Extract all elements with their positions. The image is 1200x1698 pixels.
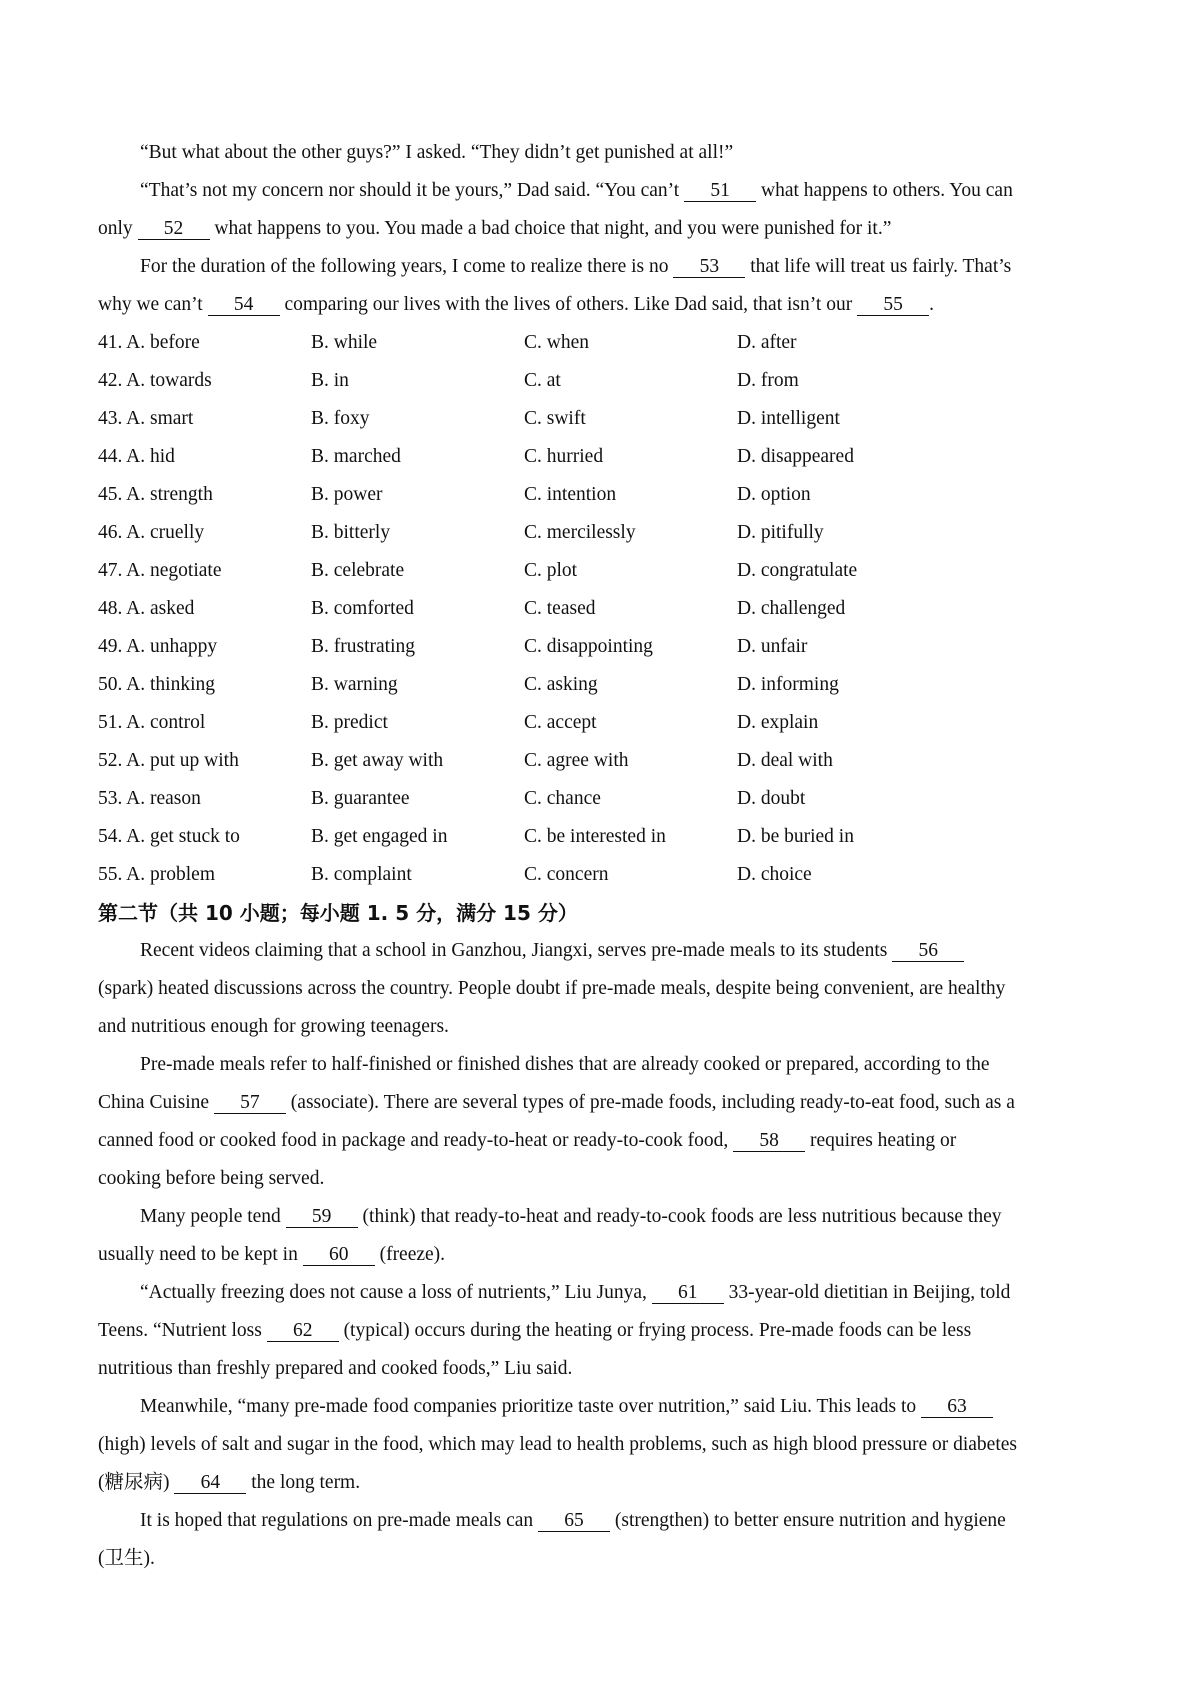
option-a[interactable]: 41. A. before xyxy=(98,332,200,353)
blank-51[interactable]: 51 xyxy=(684,181,756,202)
option-b[interactable]: B. predict xyxy=(311,712,388,733)
option-a[interactable]: 44. A. hid xyxy=(98,446,175,467)
passage-paragraph xyxy=(98,172,1114,210)
passage-text: “That’s not my concern nor should it be yours,” Dad said. “You can’t xyxy=(140,180,685,201)
passage-paragraph xyxy=(98,134,1114,172)
section-heading: 第二节（共 10 小题；每小题 1. 5 分，满分 15 分） xyxy=(98,901,578,925)
option-b[interactable]: B. frustrating xyxy=(311,636,415,657)
passage-paragraph xyxy=(98,1198,1114,1236)
passage-text: It is hoped that regulations on pre-made meals can xyxy=(140,1510,538,1531)
option-b[interactable]: B. while xyxy=(311,332,378,353)
passage-text: why we can’t xyxy=(98,294,208,315)
passage-text: what happens to others. You can xyxy=(756,180,1013,201)
passage-text: (糖尿病) xyxy=(98,1472,175,1493)
option-c[interactable]: C. mercilessly xyxy=(524,522,636,543)
option-c[interactable]: C. chance xyxy=(524,788,601,809)
option-a[interactable]: 52. A. put up with xyxy=(98,750,239,771)
option-a[interactable]: 53. A. reason xyxy=(98,788,201,809)
option-c[interactable]: C. intention xyxy=(524,484,617,505)
option-b[interactable]: B. power xyxy=(311,484,383,505)
passage-text: nutritious than freshly prepared and cooked foods,” Liu said. xyxy=(98,1358,573,1379)
option-a[interactable]: 49. A. unhappy xyxy=(98,636,218,657)
option-d[interactable]: D. pitifully xyxy=(737,522,824,543)
passage-text: only xyxy=(98,218,138,239)
passage-text: For the duration of the following years, I come to realize there is no xyxy=(140,256,674,277)
option-row xyxy=(98,704,1114,742)
option-row xyxy=(98,514,1114,552)
exam-page xyxy=(98,134,1114,1578)
passage-text: the long term. xyxy=(246,1472,361,1493)
passage-line xyxy=(98,1426,1114,1464)
blank-57[interactable]: 57 xyxy=(214,1093,286,1114)
option-row xyxy=(98,324,1114,362)
passage-text: “But what about the other guys?” I asked. “They didn’t get punished at all!” xyxy=(140,142,734,163)
option-d[interactable]: D. choice xyxy=(737,864,812,885)
passage-text: (typical) occurs during the heating or frying process. Pre-made foods can be less xyxy=(338,1320,972,1341)
option-row xyxy=(98,666,1114,704)
option-c[interactable]: C. plot xyxy=(524,560,578,581)
option-b[interactable]: B. get engaged in xyxy=(311,826,448,847)
passage-text: China Cuisine xyxy=(98,1092,214,1113)
blank-63[interactable]: 63 xyxy=(921,1397,993,1418)
option-d[interactable]: D. deal with xyxy=(737,750,833,771)
option-b[interactable]: B. get away with xyxy=(311,750,444,771)
passage-text: usually need to be kept in xyxy=(98,1244,303,1265)
passage-line xyxy=(98,1540,1114,1578)
passage-text: requires heating or xyxy=(805,1130,957,1151)
blank-55[interactable]: 55 xyxy=(857,295,929,316)
blank-61[interactable]: 61 xyxy=(652,1283,724,1304)
option-c[interactable]: C. hurried xyxy=(524,446,604,467)
option-c[interactable]: C. agree with xyxy=(524,750,629,771)
option-c[interactable]: C. swift xyxy=(524,408,586,429)
blank-60[interactable]: 60 xyxy=(303,1245,375,1266)
option-b[interactable]: B. in xyxy=(311,370,349,391)
option-d[interactable]: D. from xyxy=(737,370,799,391)
option-row xyxy=(98,856,1114,894)
option-d[interactable]: D. explain xyxy=(737,712,819,733)
blank-65[interactable]: 65 xyxy=(538,1511,610,1532)
passage-text: comparing our lives with the lives of others. Like Dad said, that isn’t our xyxy=(279,294,858,315)
blank-58[interactable]: 58 xyxy=(733,1131,805,1152)
passage-paragraph xyxy=(98,1046,1114,1084)
passage-line xyxy=(98,1236,1114,1274)
option-d[interactable]: D. unfair xyxy=(737,636,808,657)
option-b[interactable]: B. warning xyxy=(311,674,398,695)
option-b[interactable]: B. comforted xyxy=(311,598,414,619)
blank-64[interactable]: 64 xyxy=(174,1473,246,1494)
passage-paragraph xyxy=(98,1502,1114,1540)
passage-text: that life will treat us fairly. That’s xyxy=(745,256,1012,277)
passage-text: and nutritious enough for growing teenagers. xyxy=(98,1016,449,1037)
passage-text: (卫生). xyxy=(98,1548,155,1569)
passage-text: Meanwhile, “many pre-made food companies prioritize taste over nutrition,” said Liu. This leads to xyxy=(140,1396,922,1417)
passage-text: “Actually freezing does not cause a loss of nutrients,” Liu Junya, xyxy=(140,1282,652,1303)
passage-line xyxy=(98,1464,1114,1502)
passage-text: cooking before being served. xyxy=(98,1168,325,1189)
options-list xyxy=(98,324,1114,894)
option-row xyxy=(98,780,1114,818)
option-a[interactable]: 55. A. problem xyxy=(98,864,215,885)
passage-paragraph xyxy=(98,1388,1114,1426)
option-row xyxy=(98,590,1114,628)
option-b[interactable]: B. complaint xyxy=(311,864,412,885)
passage-line xyxy=(98,1008,1114,1046)
option-a[interactable]: 47. A. negotiate xyxy=(98,560,222,581)
option-row xyxy=(98,438,1114,476)
option-b[interactable]: B. guarantee xyxy=(311,788,410,809)
passage-text: Teens. “Nutrient loss xyxy=(98,1320,267,1341)
passage-line xyxy=(98,1160,1114,1198)
passage-text: (think) that ready-to-heat and ready-to-cook foods are less nutritious because they xyxy=(357,1206,1002,1227)
passage-text: (strengthen) to better ensure nutrition and hygiene xyxy=(610,1510,1006,1531)
option-b[interactable]: B. celebrate xyxy=(311,560,405,581)
option-b[interactable]: B. foxy xyxy=(311,408,370,429)
option-d[interactable]: D. congratulate xyxy=(737,560,858,581)
passage-text: (freeze). xyxy=(374,1244,446,1265)
option-d[interactable]: D. intelligent xyxy=(737,408,840,429)
option-row xyxy=(98,552,1114,590)
option-a[interactable]: 48. A. asked xyxy=(98,598,195,619)
passage-line xyxy=(98,1084,1114,1122)
passage-text: canned food or cooked food in package and ready-to-heat or ready-to-cook food, xyxy=(98,1130,734,1151)
option-c[interactable]: C. asking xyxy=(524,674,598,695)
option-c[interactable]: C. when xyxy=(524,332,589,353)
option-a[interactable]: 51. A. control xyxy=(98,712,206,733)
passage-text: . xyxy=(929,294,934,315)
passage-paragraph xyxy=(98,1274,1114,1312)
option-c[interactable]: C. be interested in xyxy=(524,826,666,847)
blank-56[interactable]: 56 xyxy=(892,941,964,962)
option-a[interactable]: 45. A. strength xyxy=(98,484,213,505)
option-a[interactable]: 43. A. smart xyxy=(98,408,194,429)
option-d[interactable]: D. doubt xyxy=(737,788,806,809)
passage-text: (high) levels of salt and sugar in the food, which may lead to health problems, such as high blood pressure or diabetes xyxy=(98,1434,1017,1455)
option-d[interactable]: D. disappeared xyxy=(737,446,854,467)
option-c[interactable]: C. disappointing xyxy=(524,636,653,657)
blank-53[interactable]: 53 xyxy=(673,257,745,278)
option-d[interactable]: D. informing xyxy=(737,674,839,695)
passage-line xyxy=(98,1122,1114,1160)
option-a[interactable]: 54. A. get stuck to xyxy=(98,826,240,847)
option-a[interactable]: 50. A. thinking xyxy=(98,674,216,695)
option-d[interactable]: D. option xyxy=(737,484,811,505)
option-d[interactable]: D. after xyxy=(737,332,797,353)
option-d[interactable]: D. challenged xyxy=(737,598,846,619)
option-row xyxy=(98,400,1114,438)
passage-line xyxy=(98,970,1114,1008)
passage-text: Recent videos claiming that a school in Ganzhou, Jiangxi, serves pre-made meals to its students xyxy=(140,940,893,961)
passage-text: Pre-made meals refer to half-finished or finished dishes that are already cooked or prepared, according to the xyxy=(140,1054,990,1075)
passage-line xyxy=(98,286,1114,324)
option-row xyxy=(98,742,1114,780)
passage-paragraph xyxy=(98,932,1114,970)
blank-62[interactable]: 62 xyxy=(267,1321,339,1342)
option-row xyxy=(98,818,1114,856)
option-d[interactable]: D. be buried in xyxy=(737,826,854,847)
option-c[interactable]: C. concern xyxy=(524,864,609,885)
option-c[interactable]: C. accept xyxy=(524,712,597,733)
option-row xyxy=(98,476,1114,514)
passage-text: what happens to you. You made a bad choice that night, and you were punished for it.” xyxy=(209,218,892,239)
option-c[interactable]: C. teased xyxy=(524,598,596,619)
passage-text: (associate). There are several types of pre-made foods, including ready-to-eat food, such as a xyxy=(285,1092,1015,1113)
passage-line xyxy=(98,1312,1114,1350)
passage-text: Many people tend xyxy=(140,1206,286,1227)
passage-text: 33-year-old dietitian in Beijing, told xyxy=(723,1282,1011,1303)
passage-line xyxy=(98,210,1114,248)
option-row xyxy=(98,628,1114,666)
blank-54[interactable]: 54 xyxy=(208,295,280,316)
passage-paragraph xyxy=(98,248,1114,286)
option-c[interactable]: C. at xyxy=(524,370,561,391)
blank-59[interactable]: 59 xyxy=(286,1207,358,1228)
option-b[interactable]: B. marched xyxy=(311,446,401,467)
option-a[interactable]: 42. A. towards xyxy=(98,370,212,391)
option-b[interactable]: B. bitterly xyxy=(311,522,391,543)
passage-line xyxy=(98,1350,1114,1388)
passage-text: (spark) heated discussions across the country. People doubt if pre-made meals, despite being convenient, are healthy xyxy=(98,978,1006,999)
blank-52[interactable]: 52 xyxy=(138,219,210,240)
option-row xyxy=(98,362,1114,400)
option-a[interactable]: 46. A. cruelly xyxy=(98,522,205,543)
